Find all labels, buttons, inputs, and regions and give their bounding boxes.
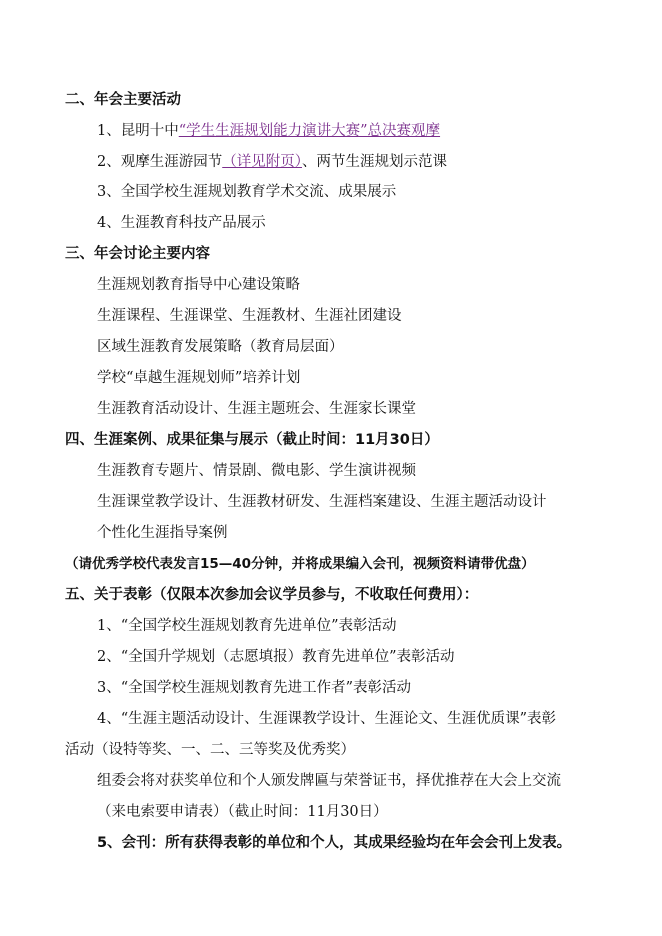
- section-4-title: 四、生涯案例、成果征集与展示（截止时间：11月30日）: [65, 432, 439, 448]
- s4-note: （请优秀学校代表发言15—40分钟，并将成果编入会刊，视频资料请带优盘）: [65, 556, 535, 572]
- s2-item-2-prefix: 2、观摩生涯游园节: [97, 154, 223, 170]
- section-5-title: 五、关于表彰（仅限本次参加会议学员参与，不收取任何费用）：: [65, 587, 479, 603]
- s2-item-1: [97, 121, 440, 141]
- s2-item-3: 3、全国学校生涯规划教育学术交流、成果展示: [97, 184, 397, 200]
- s3-item: 学校“卓越生涯规划师”培养计划: [97, 370, 301, 386]
- s3-item: 生涯课程、生涯课堂、生涯教材、生涯社团建设: [97, 308, 402, 324]
- s5-item: 3、“全国学校生涯规划教育先进工作者”表彰活动: [97, 680, 412, 696]
- s3-item: 生涯教育活动设计、生涯主题班会、生涯家长课堂: [97, 401, 416, 417]
- s4-item: 生涯课堂教学设计、生涯教材研发、生涯档案建设、生涯主题活动设计: [97, 494, 547, 510]
- s2-item-2: [97, 152, 447, 172]
- s4-item: 个性化生涯指导案例: [97, 525, 228, 541]
- appendix-link[interactable]: （详见附页）: [222, 154, 302, 170]
- journal-line: 5、会刊：所有获得表彰的单位和个人，其成果经验均在年会会刊上发表。: [97, 835, 572, 851]
- s3-item: 生涯规划教育指导中心建设策略: [97, 277, 300, 293]
- s5-item: 2、“全国升学规划（志愿填报）教育先进单位”表彰活动: [97, 649, 455, 665]
- s3-item: 区域生涯教育发展策略（教育局层面）: [97, 339, 344, 355]
- s2-item-2-suffix: 、两节生涯规划示范课: [301, 154, 447, 170]
- award-line-1: 组委会将对获奖单位和个人颁发牌匾与荣誉证书，择优推荐在大会上交流: [97, 773, 561, 789]
- s5-item-4-cont: 活动（设特等奖、一、二、三等奖及优秀奖）: [65, 742, 355, 758]
- s4-item: 生涯教育专题片、情景剧、微电影、学生演讲视频: [97, 463, 416, 479]
- section-2-title: 二、年会主要活动: [65, 92, 181, 108]
- award-line-2: （来电索要申请表）（截止时间：11月30日）: [97, 804, 388, 820]
- s2-item-4: 4、生涯教育科技产品展示: [97, 215, 266, 231]
- s5-item: 1、“全国学校生涯规划教育先进单位”表彰活动: [97, 618, 397, 634]
- s2-item-1-prefix: 1、昆明十中: [97, 123, 179, 139]
- s5-item: 4、“生涯主题活动设计、生涯课教学设计、生涯论文、生涯优质课”表彰: [97, 711, 557, 727]
- contest-link[interactable]: “学生生涯规划能力演讲大赛”总决赛观摩: [178, 123, 441, 139]
- section-3-title: 三、年会讨论主要内容: [65, 246, 210, 262]
